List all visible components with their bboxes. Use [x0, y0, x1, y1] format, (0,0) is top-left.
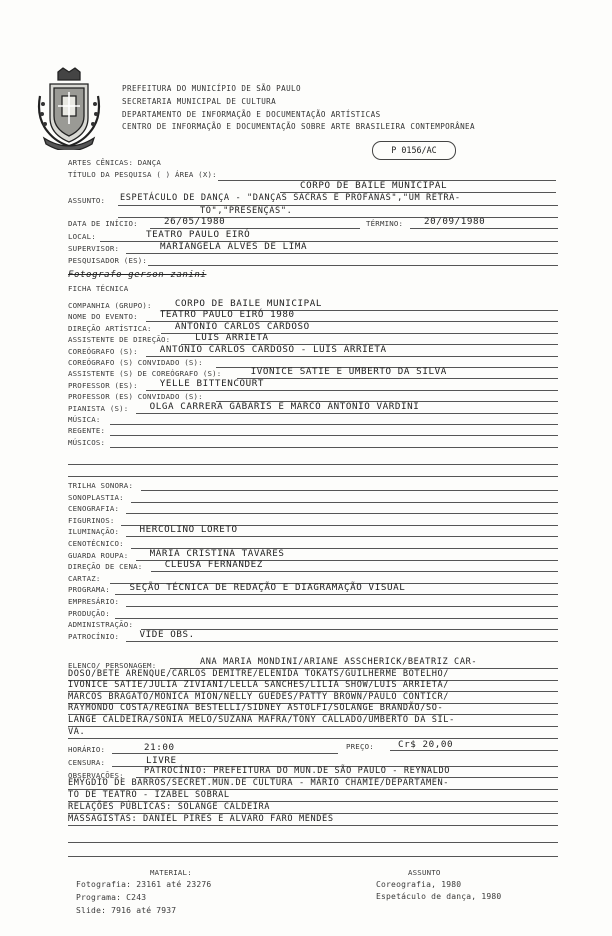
- material-line: Slide: 7916 até 7937: [76, 906, 177, 915]
- tech-row-value: HERCOLINO LORETO: [139, 524, 238, 536]
- elenco-line: ANA MARIA MONDINI/ARIANE ASSCHERICK/BEATRIZ CAR-: [200, 657, 478, 667]
- horario-label: HORÁRIO:: [68, 745, 106, 754]
- tech-row-label: CARTAZ:: [68, 573, 101, 583]
- observacoes-line: TO DE TEATRO - IZABEL SOBRAL: [68, 790, 230, 800]
- elenco-line: DOSO/BETE ARENQUE/CARLOS DEMITRE/ELENIDA TOKATS/GUILHERME BOTELHO/: [68, 668, 450, 679]
- material-line: Programa: C243: [76, 893, 147, 902]
- ficha-row-value: YELLE BITTENCOURT: [159, 377, 264, 389]
- header-line-2: SECRETARIA MUNICIPAL DE CULTURA: [122, 97, 277, 106]
- ficha-row-label: PROFESSOR (ES):: [68, 380, 138, 390]
- tech-row-label: FIGURINOS:: [68, 515, 115, 525]
- tech-row-label: ILUMINAÇÃO:: [68, 527, 120, 537]
- reference-stamp: P 0156/AC: [372, 141, 456, 160]
- assunto-footer-line: Espetáculo de dança, 1980: [376, 892, 502, 901]
- censura-label: CENSURA:: [68, 758, 106, 767]
- tech-row-label: GUARDA ROUPA:: [68, 550, 129, 560]
- censura-value: LIVRE: [146, 755, 177, 766]
- assunto-label: ASSUNTO:: [68, 196, 106, 205]
- ficha-row-label: PIANISTA (S):: [68, 403, 129, 413]
- elenco-line: IVONICE SATIE/JULIA ZIVIANI/LELLA SANCHES/LILIA SHOW/LUIS ARRIETA/: [68, 680, 450, 691]
- tech-row-label: SONOPLASTIA:: [68, 492, 124, 502]
- observacoes-line: RELAÇÕES PÚBLICAS: SOLANGE CALDEIRA: [68, 802, 271, 812]
- inicio-label: DATA DE INÍCIO:: [68, 219, 138, 228]
- header-line-3: DEPARTAMENTO DE INFORMAÇÃO E DOCUMENTAÇÃO ARTÍSTICAS: [122, 110, 381, 119]
- tech-row-value: MARIA CRISTINA TAVARES: [149, 547, 285, 559]
- ficha-row-label: COMPANHIA (GRUPO):: [68, 301, 152, 310]
- ficha-row-value: ANTONIO CARLOS CARDOSO - LUIS ARRIETA: [159, 343, 387, 355]
- ficha-row-label: ASSISTENTE (S) DE COREÓGRAFO (S):: [68, 369, 222, 379]
- ficha-row-label: COREÓGRAFO (S) CONVIDADO (S):: [68, 358, 203, 367]
- assunto-value-2: TO","PRESENÇAS".: [200, 206, 293, 216]
- tech-row-value: CLEUSA FERNANDEZ: [164, 559, 263, 571]
- tech-row-value: VIDE OBS.: [139, 628, 195, 640]
- elenco-label: ELENCO/ PERSONAGEM:: [68, 661, 157, 670]
- observacoes-label: OBSERVAÇÕES:: [68, 771, 124, 780]
- ficha-row-label: MÚSICA:: [68, 415, 101, 424]
- observacoes-line: EMYGDIO DE BARROS/SECRET.MUN.DE CULTURA - MÁRIO CHAMIE/DEPARTAMEN-: [68, 778, 450, 788]
- material-line: Fotografia: 23161 até 23276: [76, 880, 212, 889]
- local-label: LOCAL:: [68, 232, 96, 241]
- ficha-row-value: ANTONIO CARLOS CARDOSO: [174, 320, 310, 332]
- tech-row-label: CENOGRAFIA:: [68, 504, 120, 514]
- ficha-row-value: CORPO DE BAILE MUNICIPAL: [174, 298, 323, 309]
- termino-value: 20/09/1980: [424, 216, 486, 227]
- tech-row-label: TRILHA SONORA:: [68, 481, 134, 490]
- material-title: MATERIAL:: [150, 868, 192, 877]
- ficha-row-value: TEATRO PAULO EIRÓ 1980: [159, 309, 295, 321]
- tech-row-label: CENOTÉCNICO:: [68, 539, 124, 548]
- ficha-row-value: OLGA CARRERA GABARIS E MARCO ANTONIO VARDINI: [149, 400, 420, 412]
- ficha-row-label: MÚSICOS:: [68, 437, 106, 447]
- tech-row-label: DIREÇÃO DE CENA:: [68, 562, 143, 572]
- ficha-row-label: DIREÇÃO ARTÍSTICA:: [68, 323, 152, 333]
- pesquisador-label: PESQUISADOR (ES):: [68, 256, 148, 265]
- ficha-row-label: REGENTE:: [68, 426, 106, 436]
- horario-value: 21:00: [144, 742, 175, 753]
- elenco-line: LANGE CALDEIRA/SONIA MELO/SUZANA MAFRA/TONY CALLADO/UMBERTO DA SIL-: [68, 715, 455, 725]
- elenco-line: RAYMONDO COSTA/REGINA BESTELLI/SIDNEY ASTOLFI/SOLANGE BRANDÃO/SO-: [68, 703, 444, 714]
- inicio-value: 26/05/1980: [164, 216, 226, 227]
- termino-label: TÉRMINO:: [366, 219, 404, 228]
- observacoes-line: MASSAGISTAS: DANIEL PIRES E ALVARO FARO MENDES: [68, 814, 334, 824]
- elenco-line: MARCOS BRAGATO/MONICA MION/NELLY GUEDES/PATTY BROWN/PAULO CONTICR/: [68, 691, 450, 702]
- assunto-footer-title: ASSUNTO: [408, 868, 441, 877]
- ficha-row-value: IVONICE SATIE E UMBERTO DA SILVA: [250, 366, 447, 378]
- city-coat-of-arms-emblem: [36, 66, 102, 150]
- tech-row-label: PRODUÇÃO:: [68, 608, 110, 618]
- header-line-4: CENTRO DE INFORMAÇÃO E DOCUMENTAÇÃO SOBRE ARTE BRASILEIRA CONTEMPORÂNEA: [122, 122, 475, 131]
- tech-row-label: PATROCÍNIO:: [68, 631, 120, 641]
- ficha-row-label: ASSISTENTE DE DIREÇÃO:: [68, 335, 171, 345]
- local-value: TEATRO PAULO EIRÓ: [146, 229, 251, 240]
- tech-row-label: EMPRESÁRIO:: [68, 597, 120, 606]
- supervisor-value: MARIANGELA ALVES DE LIMA: [160, 241, 308, 252]
- tech-row-label: ADMINISTRAÇÃO:: [68, 620, 134, 630]
- supervisor-label: SUPERVISOR:: [68, 244, 120, 253]
- tech-row-label: PROGRAMA:: [68, 585, 110, 595]
- preco-label: PREÇO:: [346, 742, 374, 751]
- assunto-footer-line: Coreografia, 1980: [376, 880, 462, 889]
- elenco-line: VA.: [68, 726, 86, 737]
- header-line-1: PREFEITURA DO MUNICÍPIO DE SÃO PAULO: [122, 84, 301, 93]
- ficha-row-label: PROFESSOR (ES) CONVIDADO (S):: [68, 392, 203, 402]
- ficha-row-label: NOME DO EVENTO:: [68, 312, 138, 322]
- titulo-value: CORPO DE BAILE MUNICIPAL: [300, 180, 448, 191]
- tech-row-value: SEÇÃO TÉCNICA DE REDAÇÃO E DIAGRAMAÇÃO VISUAL: [129, 582, 406, 594]
- ficha-tecnica-title: FICHA TÉCNICA: [68, 284, 129, 293]
- observacoes-line: PATROCÍNIO: PREFEITURA DO MUN.DE SÃO PAULO - REYNALDO: [144, 766, 451, 776]
- fotografo-note: Fotografo gerson zanini: [68, 270, 207, 280]
- artes-label: ARTES CÊNICAS: DANÇA: [68, 158, 161, 167]
- assunto-value-1: ESPETÁCULO DE DANÇA - "DANÇAS SACRAS E PROFANAS","UM RETRA-: [120, 193, 461, 203]
- titulo-label: TÍTULO DA PESQUISA ( ) ÁREA (X):: [68, 170, 217, 179]
- preco-value: Cr$ 20,00: [398, 739, 454, 750]
- ficha-row-value: LUIS ARRIETA: [195, 332, 269, 344]
- ficha-row-label: COREÓGRAFO (S):: [68, 346, 138, 356]
